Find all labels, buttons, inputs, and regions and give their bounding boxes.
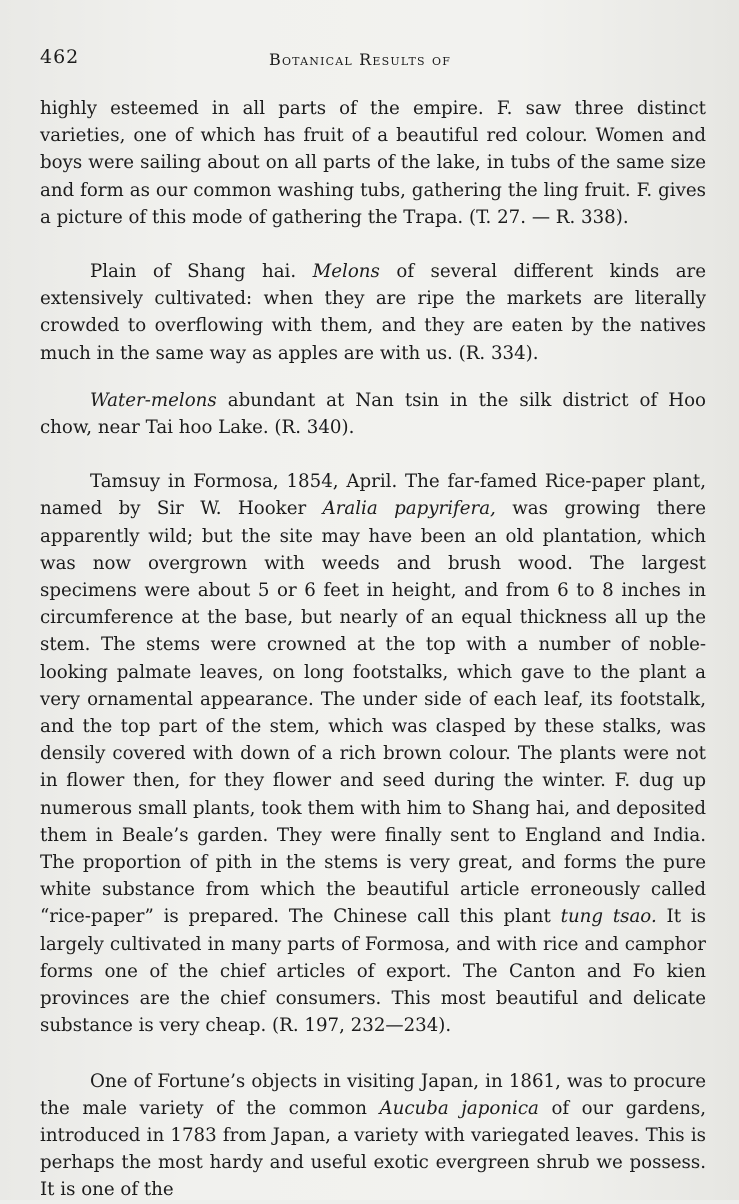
- species-name: Aucuba japonica: [379, 1097, 539, 1119]
- paragraph-melons: [40, 258, 706, 367]
- paragraph-water-melons: [40, 387, 706, 441]
- chinese-name: tung tsao.: [560, 906, 657, 928]
- running-title: Botanical Results of: [269, 50, 452, 69]
- paragraph-text: was growing there apparently wild; but the site may have been an old plantation, which was now overgrown with weeds and brush wood. The largest specimens were about 5 or 6 feet in height, and from 6 to 8 inches in circumference at the base, but nearly of an equal thickness all up the stem. The stems were crowned at the top with a number of noble-looking palmate leaves, on long footstalks, which gave to the plant a very ornamental appearance. The under side of each leaf, its footstalk, and the top part of the stem, which was clasped by these stalks, was densily covered with down of a rich brown colour. The plants were not in flower then, for they flower and seed during the winter. F. dug up numerous small plants, took them with him to Shang hai, and deposited them in Beale’s garden. They were finally sent to England and India. The proportion of pith in the stems is very great, and forms the pure white substance from which the beautiful article erroneously called “rice-paper” is prepared. The Chinese call this plant: [40, 498, 706, 928]
- body-text: [40, 95, 706, 1204]
- species-name: Aralia papyrifera,: [322, 498, 496, 520]
- paragraph-text: Tamsuy in Formosa, 1854, April. The far-famed Rice-paper plant, named by Sir W. Hooker: [40, 471, 706, 520]
- paragraph-text: highly esteemed in all parts of the empire. F. saw three distinct varieties, one of which has fruit of a beautiful red colour. Women and boys were sailing about on all parts of the lake, in tubs of the same size and form as our common washing tubs, gathering the ling fruit. F. gives a picture of this mode of gathering the Trapa. (T. 27. — R. 338).: [40, 98, 706, 228]
- paragraph-aucuba: [40, 1068, 706, 1204]
- species-name: Water-melons: [90, 389, 217, 411]
- paragraph-trapa: [40, 95, 706, 231]
- page-header: [40, 46, 699, 76]
- paragraph-text: One of Fortune’s objects in visiting Japan, in 1861, was to procure the male variety of the common: [40, 1070, 706, 1119]
- species-name: Melons: [312, 261, 380, 283]
- paragraph-text: It is largely cultivated in many parts of Formosa, and with rice and camphor forms one of the chief articles of export. The Canton and Fo kien provinces are the chief consumers. This most beautiful and delicate substance is very cheap. (R. 197, 232—234).: [40, 906, 706, 1037]
- paragraph-text: of our gardens, introduced in 1783 from Japan, a variety with variegated leaves. This is perhaps the most hardy and useful exotic evergreen shrub we possess. It is one of the: [40, 1097, 706, 1201]
- paragraph-text: Plain of Shang hai.: [90, 261, 313, 283]
- paragraph-text: abundant at Nan tsin in the silk district of Hoo chow, near Tai hoo Lake. (R. 340).: [40, 389, 706, 439]
- paragraph-rice-paper-plant: [40, 468, 706, 1039]
- page-number: 462: [40, 46, 80, 68]
- paragraph-text: of several different kinds are extensively cultivated: when they are ripe the markets are literally crowded to overflowing with them, and they are eaten by the natives much in the same way as apples are with us. (R. 334).: [40, 261, 706, 364]
